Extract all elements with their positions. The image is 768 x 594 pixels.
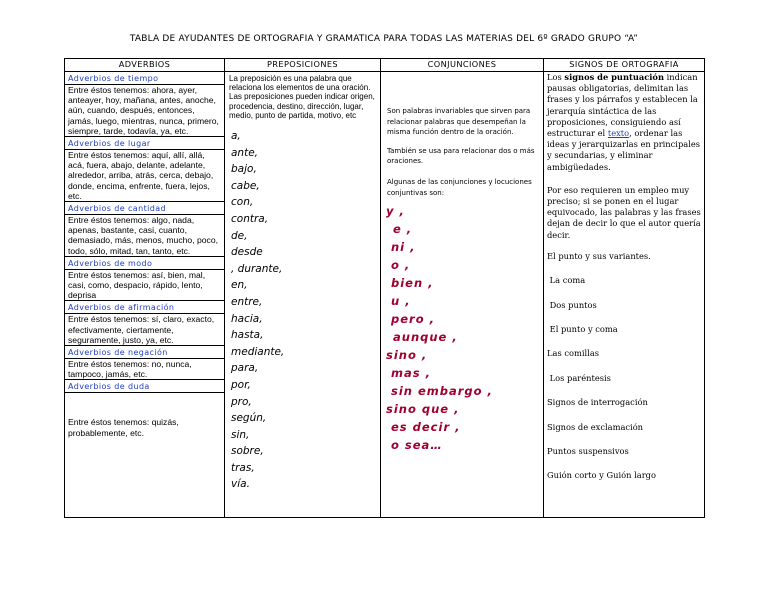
adverb-heading-duda: Adverbios de duda xyxy=(65,379,224,393)
preposition-item: tras, xyxy=(231,461,255,474)
punctuation-definition xyxy=(544,72,704,173)
preposition-item: contra, xyxy=(231,212,269,225)
conjunction-item: sino que , xyxy=(386,402,460,417)
conjunction-item: es decir , xyxy=(391,420,461,435)
conjunction-list xyxy=(381,202,543,454)
punctuation-importance: Por eso requieren un empleo muy preciso; si se ponen en el lugar equivocado, las palabras y las frases dejan de decir lo que el autor quería decir. xyxy=(547,184,701,240)
preposition-item: a, xyxy=(231,130,241,143)
punctuation-sign-list xyxy=(544,251,704,482)
adverb-list-duda: Entre éstos tenemos: quizás, probablemente, etc. xyxy=(68,417,179,438)
punctuation-definition-part: , ordenar las ideas y jerarquizarlas en principales y secundarias, y eliminar ambigüedades. xyxy=(547,128,701,172)
adverbios-cell xyxy=(65,72,225,518)
signos-cell xyxy=(544,72,705,518)
punctuation-sign-item: Dos puntos xyxy=(547,299,597,310)
preposition-item: bajo, xyxy=(231,163,257,176)
punctuation-sign-item: Los paréntesis xyxy=(547,372,611,383)
preposition-item: según, xyxy=(231,412,267,425)
punctuation-sign-item: Las comillas xyxy=(547,348,600,359)
conjunction-usage: También se usa para relacionar dos o más oraciones. xyxy=(387,146,535,166)
preposition-item: cabe, xyxy=(231,179,260,192)
adverb-list-cantidad: Entre éstos tenemos: algo, nada, apenas, bastante, casi, cuanto, demasiado, más, menos, mucho, poco, todo, sólo, mitad, tan, tanto, etc. xyxy=(68,215,218,256)
punctuation-sign-item: Signos de exclamación xyxy=(547,421,644,432)
preposition-item: hacia, xyxy=(231,312,263,325)
punctuation-sign-item: Signos de interrogación xyxy=(547,397,648,408)
preposiciones-cell xyxy=(225,72,381,518)
conjunction-examples-intro: Algunas de las conjunciones y locuciones conjuntivas son: xyxy=(387,177,532,197)
adverb-list-modo: Entre éstos tenemos: así, bien, mal, casi, como, despacio, rápido, lento, deprisa xyxy=(68,269,206,301)
adverb-heading-afirmacion: Adverbios de afirmación xyxy=(65,300,224,314)
adverb-list-lugar: Entre éstos tenemos: aquí, allí, allá, acá, fuera, abajo, delante, adelante, alrededor, arriba, atrás, cerca, debajo, donde, encima, enfrente, fuera, lejos, etc. xyxy=(68,150,214,201)
punctuation-sign-item: Guión corto y Guión largo xyxy=(547,470,656,481)
adverb-heading-tiempo: Adverbios de tiempo xyxy=(65,72,224,85)
preposition-item: pro, xyxy=(231,395,252,408)
adverb-list-afirmacion: Entre éstos tenemos: sí, claro, exacto, efectivamente, ciertamente, seguramente, justo, ya, etc. xyxy=(68,314,215,345)
preposition-item: en, xyxy=(231,279,248,292)
preposition-item: ante, xyxy=(231,146,259,159)
conjunction-item: aunque , xyxy=(393,330,458,345)
punctuation-sign-item: La coma xyxy=(547,275,586,286)
preposition-item: hasta, xyxy=(231,329,264,342)
texto-link[interactable]: texto xyxy=(607,128,630,139)
punctuation-definition-part: Los xyxy=(547,72,565,82)
conjunction-item: sin embargo , xyxy=(391,384,493,399)
preposition-item: mediante, xyxy=(231,345,285,358)
conjunction-item: pero , xyxy=(391,312,435,327)
punctuation-sign-item: El punto y coma xyxy=(547,324,618,335)
conjunction-item: sino , xyxy=(386,348,428,363)
conjunciones-cell xyxy=(381,72,544,518)
page-title: TABLA DE AYUDANTES DE ORTOGRAFIA Y GRAMATICA PARA TODAS LAS MATERIAS DEL 6º GRADO GRUPO “A” xyxy=(129,34,639,44)
preposition-item: sobre, xyxy=(231,445,264,458)
punctuation-sign-item: El punto y sus variantes. xyxy=(547,250,651,261)
adverb-heading-modo: Adverbios de modo xyxy=(65,256,224,270)
conjunction-item: o sea… xyxy=(391,438,443,453)
conjunction-item: o , xyxy=(391,258,411,273)
conjunction-item: ni , xyxy=(391,240,416,255)
conjunction-item: e , xyxy=(393,222,413,237)
conjunction-item: y , xyxy=(386,204,405,219)
adverb-heading-negacion: Adverbios de negación xyxy=(65,345,224,359)
grammar-table xyxy=(64,58,705,518)
preposition-item: vía. xyxy=(231,478,250,491)
adverb-list-negacion: Entre éstos tenemos: no, nunca, tampoco, jamás, etc. xyxy=(68,359,192,380)
preposition-item: , durante, xyxy=(231,262,283,275)
preposition-item: desde xyxy=(231,246,263,259)
adverb-heading-cantidad: Adverbios de cantidad xyxy=(65,201,224,215)
preposition-item: para, xyxy=(231,362,259,375)
preposition-item: con, xyxy=(231,196,254,209)
punctuation-term: signos de puntuación xyxy=(564,72,665,82)
preposition-item: entre, xyxy=(231,295,263,308)
preposition-item: sin, xyxy=(231,428,250,441)
preposition-item: por, xyxy=(231,378,251,391)
conjunction-item: u , xyxy=(391,294,411,309)
conjunction-item: bien , xyxy=(391,276,434,291)
preposition-item: de, xyxy=(231,229,248,242)
punctuation-sign-item: Puntos suspensivos xyxy=(547,445,629,456)
adverb-list-tiempo: Entre éstos tenemos: ahora, ayer, anteayer, hoy, mañana, antes, anoche, aún, cuando, después, entonces, jamás, luego, mientras, nunca, primero, siempre, tarde, todavía, ya, etc. xyxy=(68,85,219,136)
header-signos: SIGNOS DE ORTOGRAFIA xyxy=(544,59,705,72)
preposition-definition: La preposición es una palabra que relaciona los elementos de una oración. Las preposiciones pueden indicar origen, procedencia, destino, dirección, lugar, medio, punto de partida, motivo, etc xyxy=(229,74,375,120)
header-adverbios: ADVERBIOS xyxy=(65,59,225,72)
conjunction-item: mas , xyxy=(391,366,431,381)
preposition-list xyxy=(225,128,380,493)
punctuation-definition-part: indican pausas obligatorias, delimitan las frases y los párrafos y establecen la jerarquía sintáctica de las proposiciones, consiguiendo así estructurar el xyxy=(547,72,698,139)
header-preposiciones: PREPOSICIONES xyxy=(225,59,381,72)
header-conjunciones: CONJUNCIONES xyxy=(381,59,544,72)
adverb-heading-lugar: Adverbios de lugar xyxy=(65,136,224,150)
conjunction-definition: Son palabras invariables que sirven para relacionar palabras que desempeñan la misma función dentro de la oración. xyxy=(387,107,531,137)
